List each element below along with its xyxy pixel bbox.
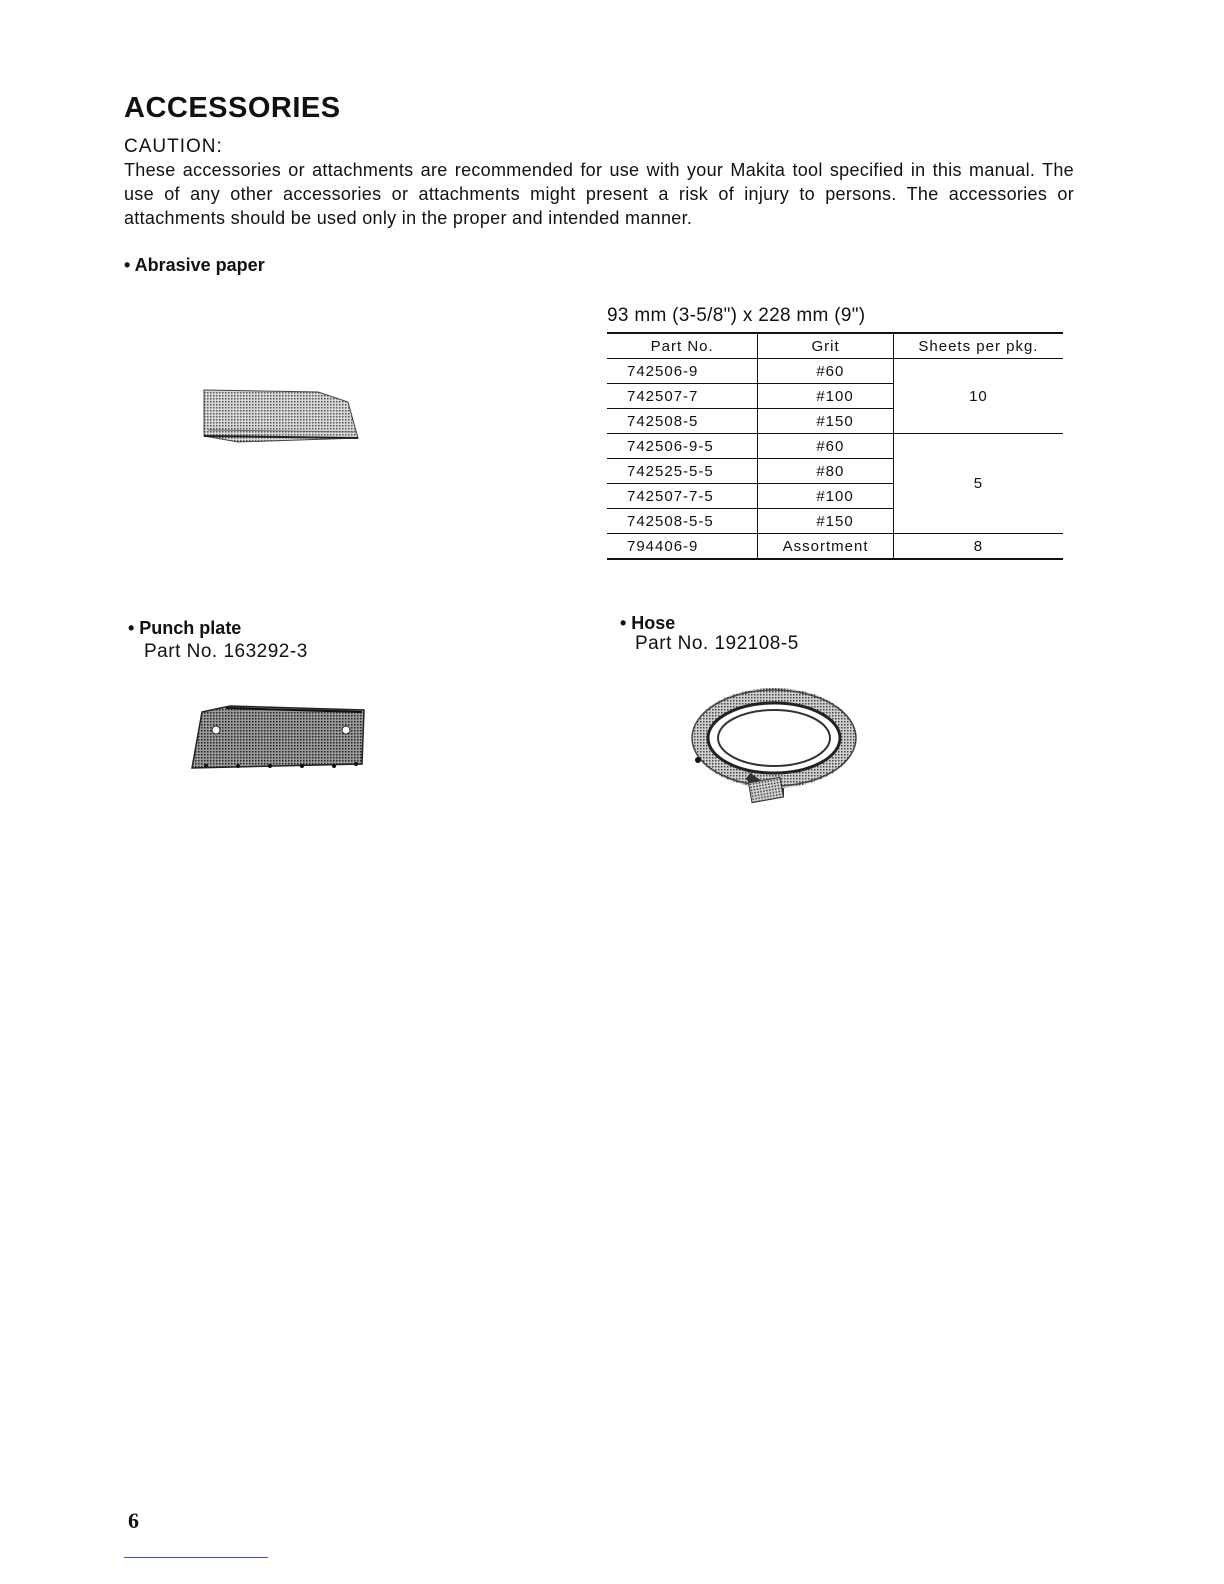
caution-text: These accessories or attachments are recommended for use with your Makita tool specified in this manual. The use of any other accessories or attachments might present a risk of injury to persons. The accessories or attachments should be used only in the proper and intended manner. — [124, 160, 1074, 228]
abrasive-paper-illustration — [198, 386, 364, 444]
sheets-per-pkg-cell: 8 — [893, 534, 1063, 560]
part-number-cell: 742525-5-5 — [607, 459, 758, 484]
grit-cell: #150 — [758, 409, 894, 434]
grit-cell: #60 — [758, 359, 894, 384]
table-row — [607, 534, 1063, 560]
part-number-cell: 742508-5 — [607, 409, 758, 434]
page-number: 6 — [128, 1508, 139, 1533]
table-header-row — [607, 333, 1063, 359]
column-header-sheets: Sheets per pkg. — [893, 333, 1063, 359]
sheets-per-pkg-cell: 5 — [893, 434, 1063, 534]
part-number-cell: 742507-7-5 — [607, 484, 758, 509]
part-number-cell: 742507-7 — [607, 384, 758, 409]
grit-cell: Assortment — [758, 534, 894, 560]
footer-rule — [124, 1557, 268, 1558]
hose-illustration — [688, 688, 858, 808]
abrasive-paper-heading: • Abrasive paper — [124, 255, 265, 275]
part-number-cell: 742506-9-5 — [607, 434, 758, 459]
grit-cell: #80 — [758, 459, 894, 484]
column-header-part-no: Part No. — [607, 333, 758, 359]
abrasive-paper-table — [607, 332, 1063, 560]
hose-part-no: Part No. 192108-5 — [635, 633, 799, 654]
hose-heading: • Hose — [620, 613, 676, 633]
column-header-grit: Grit — [758, 333, 894, 359]
punch-plate-heading: • Punch plate — [128, 618, 242, 638]
part-number-cell: 742506-9 — [607, 359, 758, 384]
grit-cell: #100 — [758, 384, 894, 409]
sheets-per-pkg-cell: 10 — [893, 359, 1063, 434]
part-number-cell: 742508-5-5 — [607, 509, 758, 534]
grit-cell: #100 — [758, 484, 894, 509]
grit-cell: #150 — [758, 509, 894, 534]
table-row — [607, 434, 1063, 459]
paper-size-label: 93 mm (3-5/8") x 228 mm (9") — [607, 305, 866, 326]
table-row — [607, 359, 1063, 384]
caution-label: CAUTION: — [124, 136, 223, 157]
grit-cell: #60 — [758, 434, 894, 459]
punch-plate-illustration — [186, 700, 370, 776]
page-title: ACCESSORIES — [124, 92, 341, 124]
punch-plate-part-no: Part No. 163292-3 — [144, 641, 308, 662]
part-number-cell: 794406-9 — [607, 534, 758, 560]
